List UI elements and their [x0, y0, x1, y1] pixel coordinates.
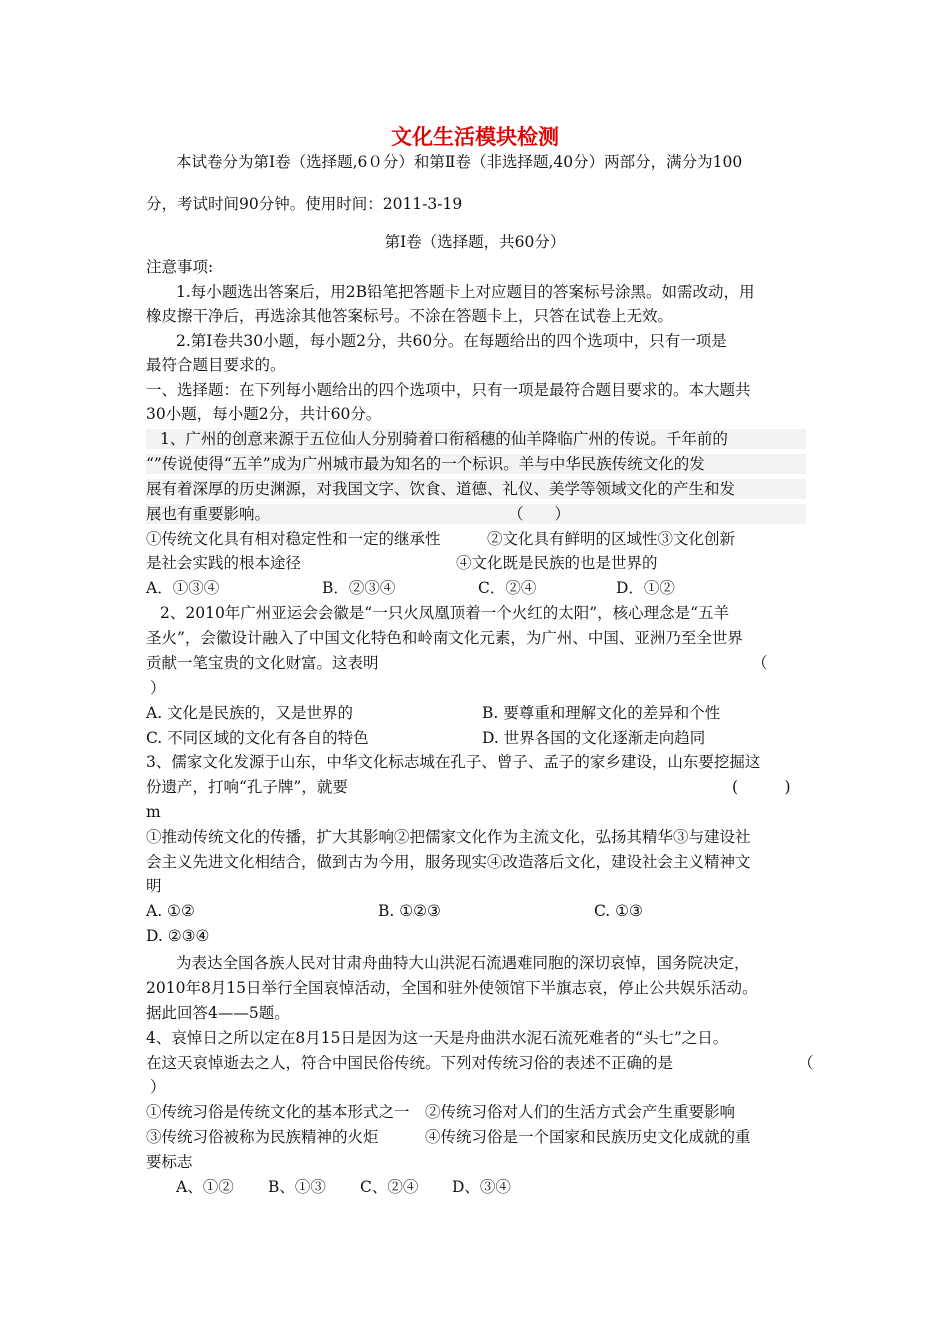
- q3-item-line-1: ①推动传统文化的传播，扩大其影响②把儒家文化作为主流文化，弘扬其精华③与建设社: [146, 828, 751, 846]
- q1-stem-line-1: 1、广州的创意来源于五位仙人分别骑着口衔稻穗的仙羊降临广州的传说。千年前的: [146, 429, 806, 449]
- q1-answer-bracket: （ ）: [508, 505, 571, 523]
- page-title: 文化生活模块检测: [391, 124, 559, 149]
- passage-line-3: 据此回答4——5题。: [146, 1004, 290, 1022]
- q4-item-line-3: 要标志: [146, 1153, 193, 1171]
- q1-item-line-2: 是社会实践的根本途径 ④文化既是民族的也是世界的: [146, 554, 658, 572]
- intro-line-1: 本试卷分为第Ⅰ卷（选择题,6０分）和第Ⅱ卷（非选择题,40分）两部分，满分为100: [176, 153, 743, 171]
- q4-item-line-2: ③传统习俗被称为民族精神的火炬 ④传统习俗是一个国家和民族历史文化成就的重: [146, 1128, 751, 1146]
- q1-stem-line-4: 展也有重要影响。: [146, 504, 806, 524]
- q2-bracket-close: ）: [150, 679, 166, 697]
- q3-stray-text: m: [146, 803, 161, 821]
- q4-option-d: D、③④: [452, 1178, 511, 1196]
- q2-bracket-open: （: [752, 654, 768, 672]
- passage-line-2: 2010年8月15日举行全国哀悼活动，全国和驻外使领馆下半旗志哀，停止公共娱乐活动。: [146, 979, 758, 997]
- q4-option-a: A、①②: [176, 1178, 234, 1196]
- q1-option-d: D．①②: [616, 579, 675, 597]
- q2-option-b: B. 要尊重和理解文化的差异和个性: [482, 704, 721, 722]
- intro-line-2: 分，考试时间90分钟。使用时间：2011-3-19: [146, 195, 463, 213]
- q4-stem-line-1: 4、哀悼日之所以定在8月15日是因为这一天是舟曲洪水泥石流死难者的“头七”之日。: [146, 1029, 729, 1047]
- note-line-4: 最符合题目要求的。: [146, 356, 286, 374]
- q2-option-a: A. 文化是民族的，又是世界的: [146, 704, 354, 722]
- q3-stem-line-1: 3、儒家文化发源于山东，中华文化标志城在孔子、曾子、孟子的家乡建设，山东要挖掘这: [146, 753, 761, 771]
- note-line-1: 1.每小题选出答案后，用2B铅笔把答题卡上对应题目的答案标号涂黑。如需改动，用: [176, 283, 755, 301]
- q4-option-b: B、①③: [268, 1178, 326, 1196]
- q2-option-d: D. 世界各国的文化逐渐走向趋同: [482, 729, 706, 747]
- note-line-3: 2.第Ⅰ卷共30小题，每小题2分，共60分。在每题给出的四个选项中，只有一项是: [176, 332, 727, 350]
- q3-option-c: C. ①③: [594, 902, 643, 920]
- q1-stem-line-2: “”传说使得“五羊”成为广州城市最为知名的一个标识。羊与中华民族传统文化的发: [146, 454, 806, 474]
- section-header: 第Ⅰ卷（选择题，共60分）: [384, 233, 566, 251]
- part1-line-2: 30小题，每小题2分，共计60分。: [146, 405, 382, 423]
- q4-option-c: C、②④: [360, 1178, 419, 1196]
- q1-option-a: A．①③④: [146, 579, 220, 597]
- note-line-2: 橡皮擦干净后，再选涂其他答案标号。不涂在答题卡上，只答在试卷上无效。: [146, 307, 674, 325]
- q4-bracket-open: （: [798, 1054, 814, 1072]
- q1-option-b: B．②③④: [322, 579, 396, 597]
- q4-stem-line-2: 在这天哀悼逝去之人，符合中国民俗传统。下列对传统习俗的表述不正确的是: [146, 1054, 674, 1072]
- q2-option-c: C. 不同区域的文化有各自的特色: [146, 729, 369, 747]
- q4-bracket-close: ）: [150, 1078, 166, 1096]
- q3-option-b: B. ①②③: [378, 902, 441, 920]
- q3-item-line-3: 明: [146, 877, 162, 895]
- q2-stem-line-2: 圣火”，会徽设计融入了中国文化特色和岭南文化元素，为广州、中国、亚洲乃至全世界: [146, 629, 743, 647]
- part1-line-1: 一、选择题：在下列每小题给出的四个选项中，只有一项是最符合题目要求的。本大题共: [146, 381, 751, 399]
- q3-stem-line-2: 份遗产，打响“孔子牌”，就要: [146, 778, 348, 796]
- q3-option-a: A. ①②: [146, 902, 195, 920]
- q2-stem-line-3: 贡献一笔宝贵的文化财富。这表明: [146, 654, 379, 672]
- q4-item-line-1: ①传统习俗是传统文化的基本形式之一 ②传统习俗对人们的生活方式会产生重要影响: [146, 1103, 736, 1121]
- q3-item-line-2: 会主义先进文化相结合，做到古为今用，服务现实④改造落后文化，建设社会主义精神文: [146, 853, 751, 871]
- passage-line-1: 为表达全国各族人民对甘肃舟曲特大山洪泥石流遇难同胞的深切哀悼，国务院决定，: [176, 954, 750, 972]
- q1-stem-line-3: 展有着深厚的历史渊源，对我国文字、饮食、道德、礼仪、美学等领域文化的产生和发: [146, 479, 806, 499]
- q3-option-d: D. ②③④: [146, 927, 210, 945]
- q1-item-line-1: ①传统文化具有相对稳定性和一定的继承性 ②文化具有鲜明的区域性③文化创新: [146, 530, 736, 548]
- q2-stem-line-1: 2、2010年广州亚运会会徽是“一只火凤凰顶着一个火红的太阳”，核心理念是“五羊: [160, 604, 730, 622]
- q1-option-c: C．②④: [478, 579, 537, 597]
- q3-answer-bracket: ( ): [732, 778, 791, 796]
- notes-label: 注意事项:: [146, 258, 214, 276]
